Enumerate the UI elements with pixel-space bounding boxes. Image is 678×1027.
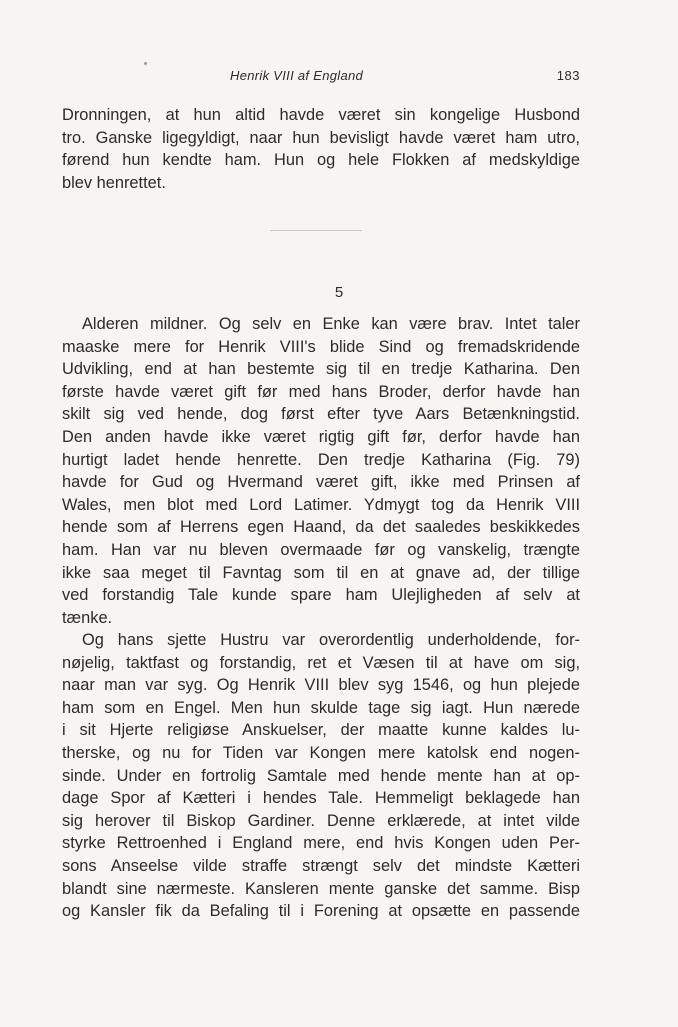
text-line: havde for Gud og Hvermand været gift, ikke med Prinsen af (62, 473, 580, 492)
text-line: hurtigt ladet hende henrette. Den tredje Katharina (Fig. 79) (62, 450, 580, 469)
text-line: ham. Han var nu bleven overmaade før og vanskelig, trængte (62, 540, 580, 559)
text-line: ham som en Engel. Men hun skulde tage sig iagt. Hun nærede (62, 698, 580, 717)
text-line: sons Anseelse vilde straffe strængt selv det mindste Kætteri (62, 856, 580, 875)
text-line: Dronningen, at hun altid havde været sin kongelige Husbond (62, 106, 580, 124)
text-line: nøjelig, taktfast og forstandig, ret et Væsen til at have om sig, (62, 653, 580, 672)
text-line: tænke. (62, 608, 113, 627)
text-line: ikke saa meget til Favntag som til en at gnave ad, der tillige (62, 563, 580, 582)
text-line: naar man var syg. Og Henrik VIII blev syg 1546, og hun plejede (62, 676, 580, 695)
text-line: Den anden havde ikke været rigtig gift før, derfor havde han (62, 427, 580, 446)
text-line: førend hun kendte ham. Hun og hele Flokken af medskyldige (62, 151, 580, 170)
section-divider (270, 230, 362, 231)
text-line: Udvikling, end at han bestemte sig til en tredje Katharina. Den (62, 360, 580, 379)
text-line: therske, og nu for Tiden var Kongen mere katolsk end nogen- (62, 743, 580, 762)
text-line: skilt sig ved hende, dog først efter tyve Aars Betænkningstid. (62, 405, 580, 424)
section-number: 5 (334, 284, 344, 301)
text-line: sinde. Under en fortrolig Samtale med hende mente han at op- (62, 766, 580, 785)
running-head (62, 68, 580, 88)
page-number: 183 (556, 68, 580, 83)
text-line: første havde været gift før med hans Broder, derfor havde han (62, 382, 580, 401)
text-line: i sit Hjerte religiøse Anskuelser, der maatte kunne kaldes lu- (62, 721, 580, 740)
text-line: hende som af Herrens egen Haand, da det saaledes beskikkedes (62, 518, 580, 537)
text-line: blev henrettet. (62, 173, 166, 192)
text-line: Alderen mildner. Og selv en Enke kan være brav. Intet taler (82, 315, 580, 333)
text-line: Og hans sjette Hustru var overordentlig underholdende, for- (82, 631, 580, 649)
paragraph-2 (62, 313, 580, 629)
text-line: tro. Ganske ligegyldigt, naar hun bevisligt havde været ham utro, (62, 128, 580, 147)
text-line: dage Spor af Kætteri i hendes Tale. Hemmeligt beklagede han (62, 789, 580, 808)
text-line: maaske mere for Henrik VIII's blide Sind og fremadskridende (62, 337, 580, 356)
text-line: styrke Rettroenhed i England mere, end hvis Kongen uden Per- (62, 834, 580, 853)
running-title: Henrik VIII af England (230, 68, 364, 83)
text-line: blandt sine nærmeste. Kansleren mente ganske det samme. Bisp (62, 879, 580, 898)
print-speck (144, 62, 147, 65)
paragraph-1 (62, 104, 580, 194)
text-line: sig herover til Biskop Gardiner. Denne erklærede, at intet vilde (62, 811, 580, 830)
text-line: ved forstandig Tale kunde spare ham Ulejligheden af selv at (62, 586, 580, 605)
text-line: og Kansler fik da Befaling til i Forening at opsætte en passende (62, 902, 580, 921)
paragraph-3 (62, 629, 580, 923)
text-line: Wales, men blot med Lord Latimer. Ydmygt tog da Henrik VIII (62, 495, 580, 514)
